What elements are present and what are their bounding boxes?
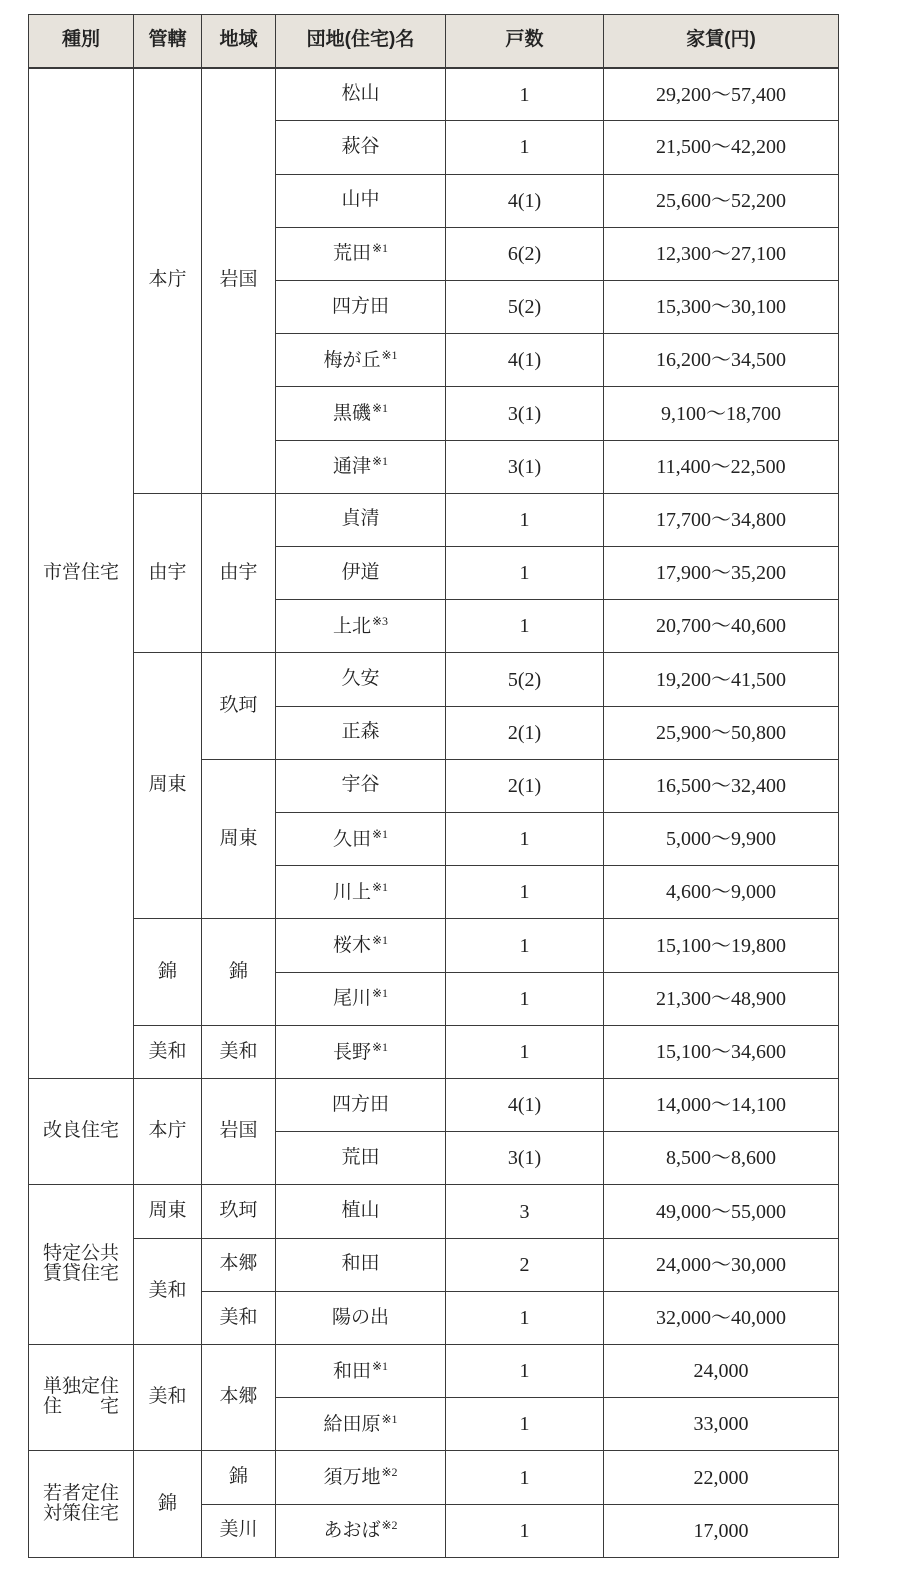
units-cell: 2(1) [446,759,604,812]
header-jurisdiction: 管轄 [134,15,202,68]
type-label: 市営住宅 [43,561,120,583]
units-cell: 5(2) [446,281,604,334]
complex-name-cell [276,866,446,919]
complex-name-cell [276,547,446,600]
table-row [29,1345,839,1398]
jurisdiction-cell: 錦 [134,1451,202,1558]
rent-cell: 20,700～40,600 [604,600,839,653]
complex-name: 給田原 [323,1413,381,1435]
complex-name-cell [276,1238,446,1291]
units-cell: 1 [446,547,604,600]
type-cell [29,1185,134,1345]
note-mark: ※1 [371,933,389,948]
units-cell: 3(1) [446,387,604,440]
note-mark: ※1 [371,879,389,894]
area-cell: 本郷 [202,1238,276,1291]
jurisdiction-cell: 錦 [134,919,202,1025]
complex-name: 山中 [341,189,380,211]
area-cell: 岩国 [202,68,276,494]
note-mark: ※2 [381,1465,398,1480]
complex-name: 須万地 [323,1467,381,1489]
complex-name-cell [276,1345,446,1398]
table-row [29,1079,839,1132]
units-cell: 1 [446,1451,604,1504]
rent-cell: 15,100～19,800 [604,919,839,972]
note-mark: ※1 [371,826,389,841]
complex-name-cell [276,227,446,280]
units-cell: 3(1) [446,1132,604,1185]
complex-name-cell [276,1132,446,1185]
note-mark: ※1 [371,401,389,416]
rent-cell: 19,200～41,500 [604,653,839,706]
area-cell: 玖珂 [202,653,276,759]
area-cell: 周東 [202,759,276,919]
type-cell [29,1451,134,1558]
rent-cell: 9,100～18,700 [604,387,839,440]
units-cell: 4(1) [446,1079,604,1132]
complex-name: 伊道 [341,561,380,583]
units-cell: 5(2) [446,653,604,706]
complex-name: 荒田 [341,1146,380,1168]
complex-name-cell [276,1025,446,1078]
type-label: 改良住宅 [43,1120,120,1142]
rent-cell: 17,700～34,800 [604,493,839,546]
table-row [29,1451,839,1504]
header-row [29,15,839,68]
table-row [29,653,839,706]
rent-cell: 14,000～14,100 [604,1079,839,1132]
complex-name-cell [276,1291,446,1344]
complex-name-cell [276,706,446,759]
area-cell: 玖珂 [202,1185,276,1238]
area-cell: 美川 [202,1504,276,1557]
area-cell: 美和 [202,1291,276,1344]
type-label: 住宅 [43,1396,119,1418]
header-rent: 家賃(円) [604,15,839,68]
jurisdiction-cell: 周東 [134,653,202,919]
complex-name: 黒磯 [332,403,371,425]
rent-cell: 29,200～57,400 [604,68,839,121]
complex-name: 四方田 [331,295,389,317]
type-label: 特定公共 [43,1243,120,1265]
jurisdiction-cell: 美和 [134,1238,202,1344]
complex-name-cell [276,1504,446,1557]
complex-name: 久田 [332,828,371,850]
rent-cell: 16,200～34,500 [604,334,839,387]
rent-cell: 17,000 [604,1504,839,1557]
complex-name: 和田 [341,1253,380,1275]
units-cell: 1 [446,1291,604,1344]
note-mark: ※1 [371,241,389,256]
area-cell: 岩国 [202,1079,276,1185]
note-mark: ※1 [371,454,389,469]
complex-name: 宇谷 [341,774,380,796]
header-units: 戸数 [446,15,604,68]
rent-cell: 5,000～9,900 [604,813,839,866]
type-label: 賃貸住宅 [43,1263,120,1285]
complex-name-cell [276,600,446,653]
complex-name-cell [276,1451,446,1504]
units-cell: 6(2) [446,227,604,280]
area-cell: 錦 [202,919,276,1025]
area-cell: 美和 [202,1025,276,1078]
rent-cell: 33,000 [604,1398,839,1451]
rent-cell: 12,300～27,100 [604,227,839,280]
note-mark: ※1 [371,1039,389,1054]
complex-name-cell [276,440,446,493]
rent-cell: 16,500～32,400 [604,759,839,812]
type-label: 単独定住 [43,1376,120,1398]
header-area: 地域 [202,15,276,68]
complex-name-cell [276,121,446,174]
complex-name: 荒田 [332,243,371,265]
units-cell: 1 [446,1504,604,1557]
complex-name: 正森 [341,721,380,743]
rent-cell: 24,000 [604,1345,839,1398]
rent-cell: 21,300～48,900 [604,972,839,1025]
rent-cell: 17,900～35,200 [604,547,839,600]
complex-name: 長野 [332,1041,371,1063]
note-mark: ※1 [371,1358,389,1373]
complex-name-cell [276,68,446,121]
complex-name-cell [276,493,446,546]
jurisdiction-cell: 本庁 [134,68,202,494]
note-mark: ※1 [381,1411,398,1426]
complex-name: 松山 [341,83,380,105]
rent-cell: 22,000 [604,1451,839,1504]
type-cell [29,1345,134,1451]
housing-table [28,14,839,1558]
complex-name-cell [276,174,446,227]
complex-name-cell [276,653,446,706]
complex-name-cell [276,387,446,440]
complex-name: 久安 [341,668,380,690]
complex-name-cell [276,759,446,812]
units-cell: 1 [446,600,604,653]
units-cell: 1 [446,1345,604,1398]
table-row [29,919,839,972]
rent-cell: 4,600～9,000 [604,866,839,919]
header-complex-name: 団地(住宅)名 [276,15,446,68]
complex-name: 上北 [332,615,371,637]
units-cell: 4(1) [446,334,604,387]
complex-name-cell [276,972,446,1025]
rent-cell: 15,100～34,600 [604,1025,839,1078]
type-label: 対策住宅 [43,1502,120,1524]
complex-name: 和田 [332,1360,371,1382]
units-cell: 1 [446,1025,604,1078]
units-cell: 1 [446,121,604,174]
rent-cell: 11,400～22,500 [604,440,839,493]
rent-cell: 21,500～42,200 [604,121,839,174]
complex-name-cell [276,334,446,387]
complex-name-cell [276,1185,446,1238]
complex-name-cell [276,919,446,972]
note-mark: ※1 [371,986,389,1001]
rent-cell: 25,600～52,200 [604,174,839,227]
complex-name: あおば [323,1520,381,1542]
rent-cell: 49,000～55,000 [604,1185,839,1238]
area-cell: 由宇 [202,493,276,653]
units-cell: 1 [446,813,604,866]
jurisdiction-cell: 本庁 [134,1079,202,1185]
units-cell: 1 [446,919,604,972]
units-cell: 1 [446,68,604,121]
type-cell [29,68,134,1079]
rent-cell: 15,300～30,100 [604,281,839,334]
complex-name: 四方田 [331,1093,389,1115]
complex-name-cell [276,813,446,866]
header-type: 種別 [29,15,134,68]
table-row [29,493,839,546]
units-cell: 2 [446,1238,604,1291]
complex-name: 萩谷 [341,136,380,158]
type-cell [29,1079,134,1185]
table-row [29,1185,839,1238]
units-cell: 1 [446,493,604,546]
complex-name: 川上 [332,881,371,903]
complex-name: 尾川 [332,988,371,1010]
jurisdiction-cell: 美和 [134,1345,202,1451]
area-cell: 本郷 [202,1345,276,1451]
units-cell: 1 [446,1398,604,1451]
units-cell: 1 [446,972,604,1025]
rent-cell: 25,900～50,800 [604,706,839,759]
note-mark: ※3 [371,613,389,628]
rent-cell: 24,000～30,000 [604,1238,839,1291]
jurisdiction-cell: 周東 [134,1185,202,1238]
complex-name: 陽の出 [331,1306,389,1328]
rent-cell: 32,000～40,000 [604,1291,839,1344]
table-row [29,68,839,121]
table-row [29,1238,839,1291]
units-cell: 4(1) [446,174,604,227]
complex-name-cell [276,1398,446,1451]
complex-name: 桜木 [332,935,371,957]
jurisdiction-cell: 由宇 [134,493,202,653]
jurisdiction-cell: 美和 [134,1025,202,1078]
note-mark: ※2 [381,1518,398,1533]
units-cell: 3(1) [446,440,604,493]
units-cell: 2(1) [446,706,604,759]
units-cell: 3 [446,1185,604,1238]
complex-name-cell [276,1079,446,1132]
units-cell: 1 [446,866,604,919]
complex-name: 植山 [341,1200,380,1222]
rent-cell: 8,500～8,600 [604,1132,839,1185]
complex-name: 通津 [332,456,371,478]
complex-name: 貞清 [341,508,380,530]
complex-name-cell [276,281,446,334]
type-label: 若者定住 [43,1482,120,1504]
table-row [29,1025,839,1078]
complex-name: 梅が丘 [323,349,381,371]
note-mark: ※1 [381,347,398,362]
area-cell: 錦 [202,1451,276,1504]
